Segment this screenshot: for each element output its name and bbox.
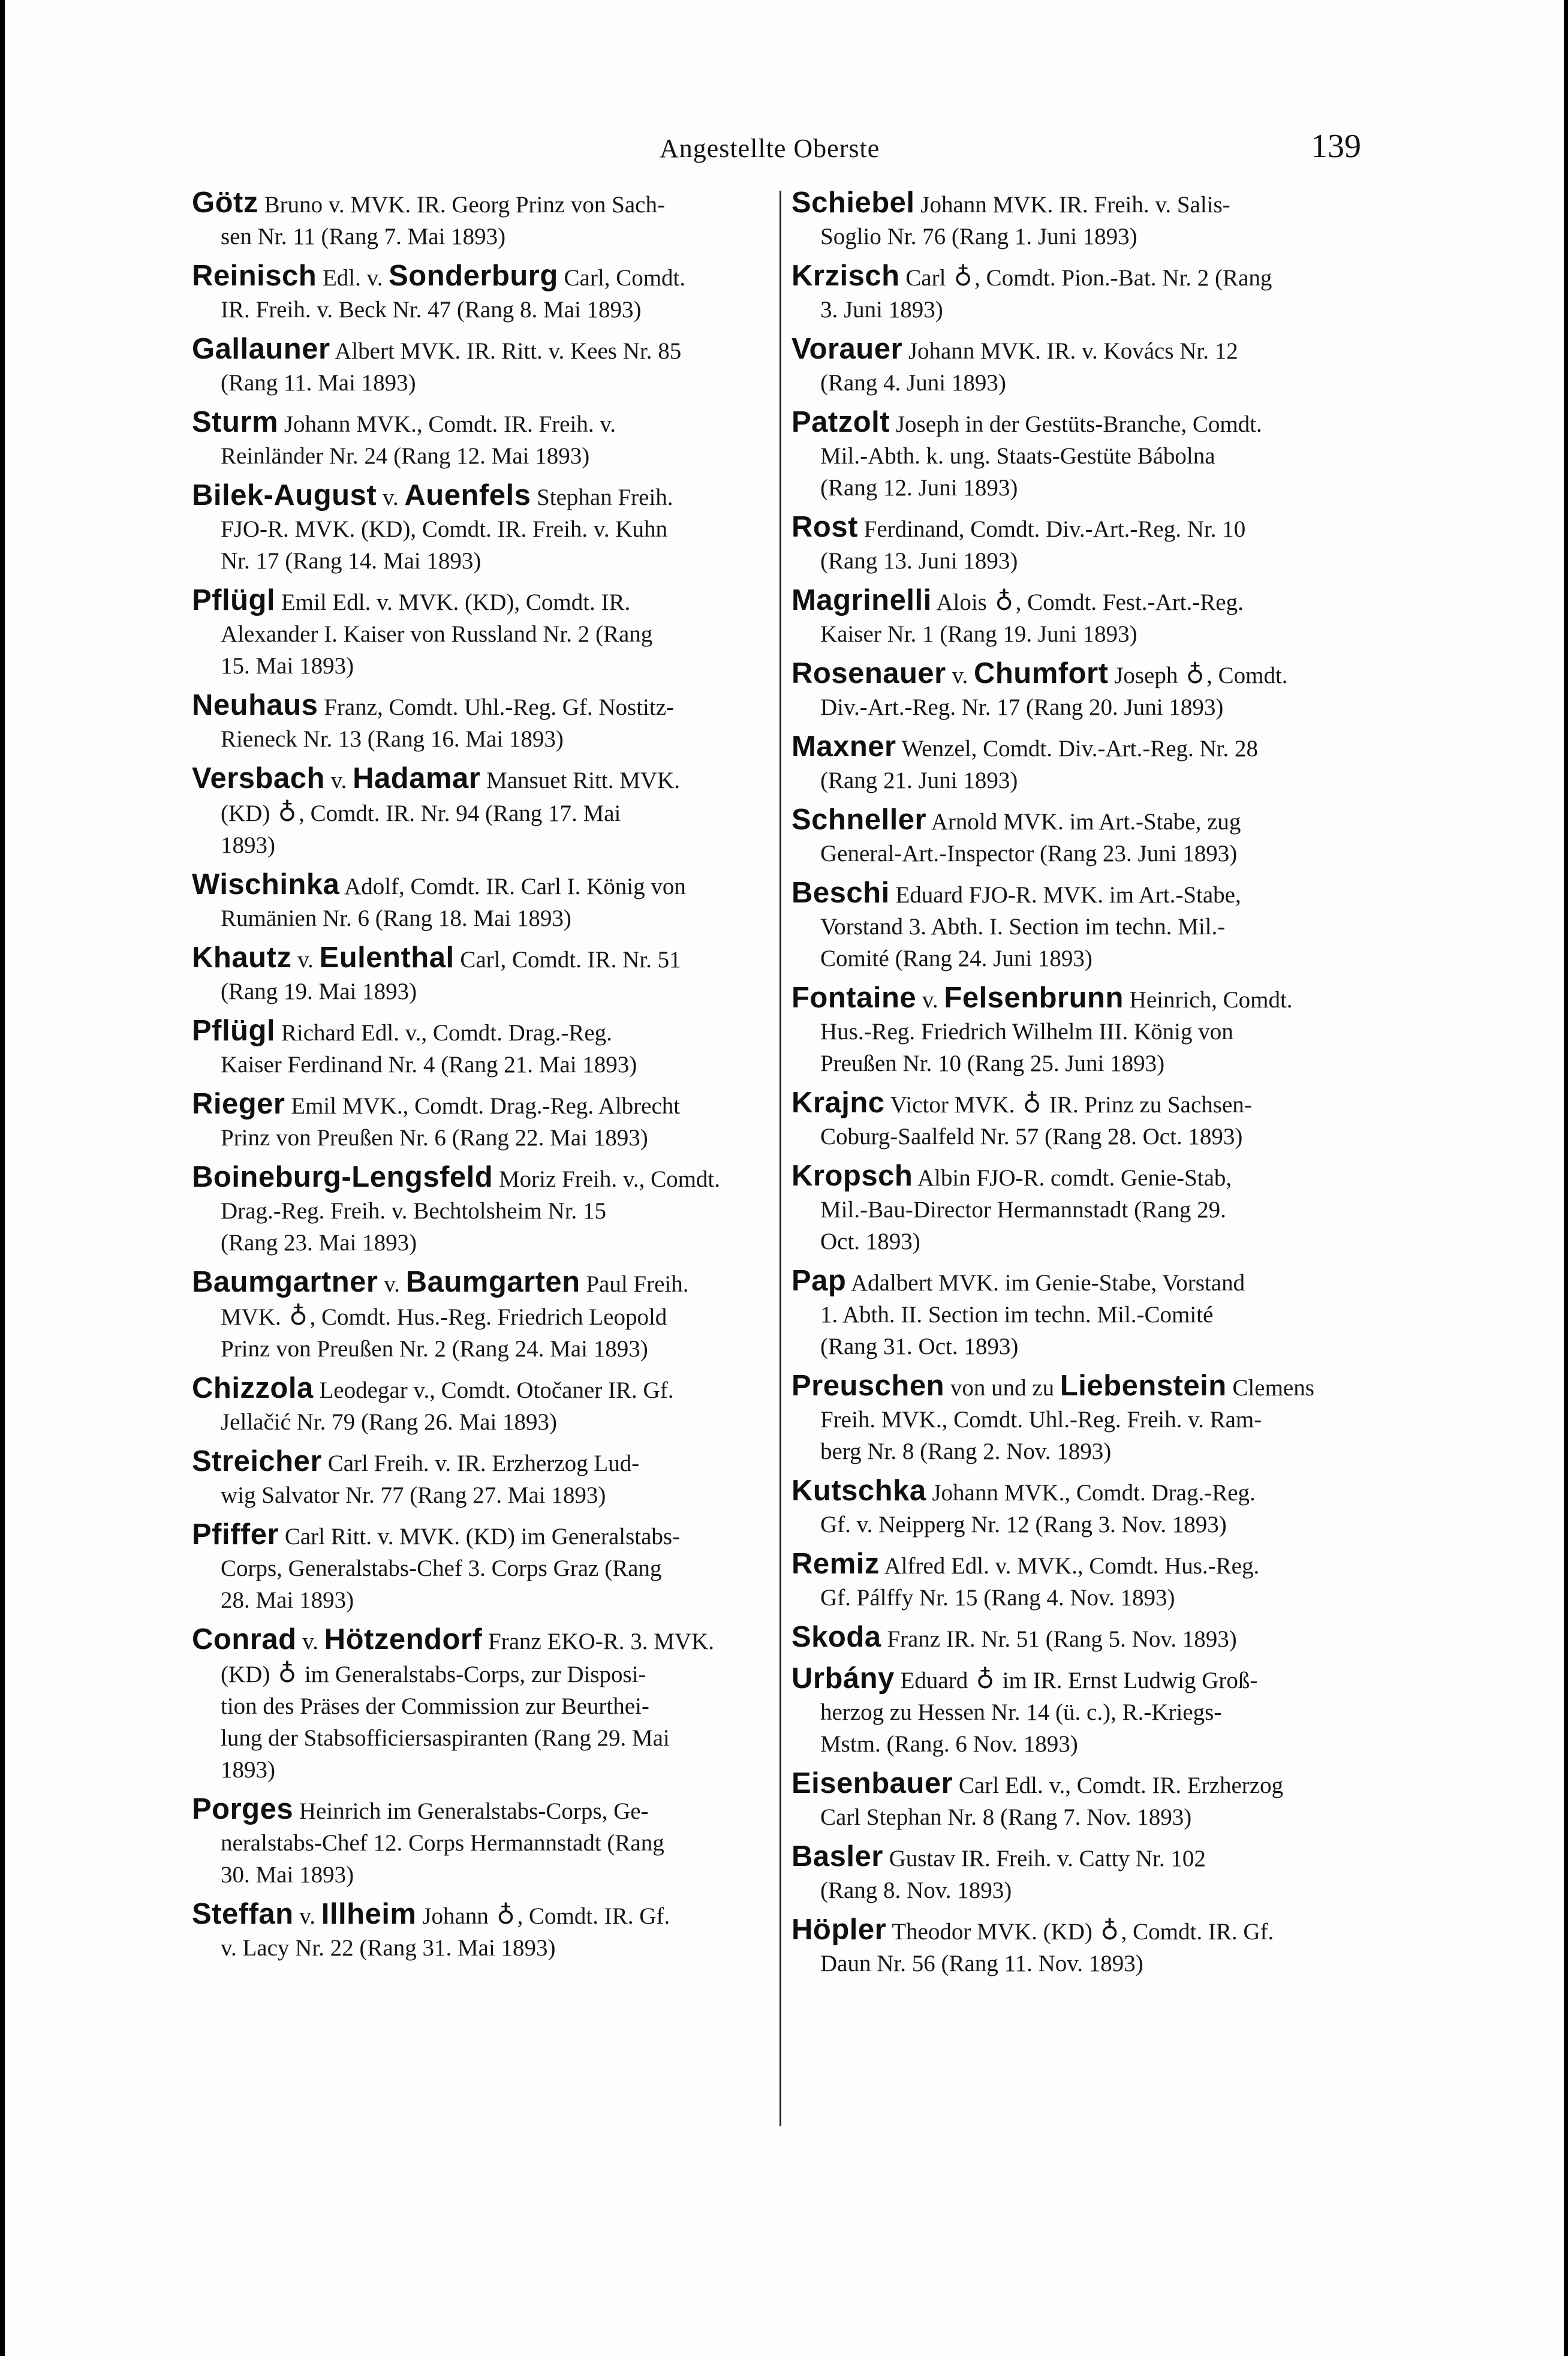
entry-name: Eisenbauer <box>791 1767 953 1800</box>
entry-name: Versbach <box>192 762 325 795</box>
entry-name: Pflügl <box>192 1015 276 1047</box>
page-header <box>5 128 1564 175</box>
list-item: Conrad v. Hötzendorf Franz EKO-R. 3. MVK. (KD) ♁ im Generalstabs-Corps, zur Disposi- tion des Präses der Commission zur Beurthei- lung der Stabsofficiersaspiranten (Rang 29. Mai 1893) <box>192 1623 715 1783</box>
decoration-glyph-icon: ♁ <box>278 798 297 827</box>
entry-name: Basler <box>791 1840 883 1873</box>
list-item: Fontaine v. Felsenbrunn Heinrich, Comdt. Hus.-Reg. Friedrich Wilhelm III. König von Preußen Nr. 10 (Rang 25. Juni 1893) <box>791 982 1293 1076</box>
entry-name-secondary: Hötzendorf <box>324 1623 483 1656</box>
entry-name-secondary: Chumfort <box>973 657 1109 690</box>
list-item: Bilek-August v. Auenfels Stephan Freih. FJO-R. MVK. (KD), Comdt. IR. Freih. v. Kuhn Nr. 17 (Rang 14. Mai 1893) <box>192 479 673 574</box>
entry-name: Khautz <box>192 941 292 974</box>
list-item: Kropsch Albin FJO-R. comdt. Genie-Stab, Mil.-Bau-Director Hermannstadt (Rang 29. Oct. 1893) <box>791 1160 1232 1254</box>
entry-name: Reinisch <box>192 260 317 292</box>
entry-name: Bilek-August <box>192 479 377 511</box>
entry-name-secondary: Hadamar <box>353 762 481 795</box>
list-item: Pfiffer Carl Ritt. v. MVK. (KD) im Generalstabs- Corps, Generalstabs-Chef 3. Corps Graz (Rang 28. Mai 1893) <box>192 1518 681 1613</box>
list-item: Urbány Eduard ♁ im IR. Ernst Ludwig Groß- herzog zu Hessen Nr. 14 (ü. c.), R.-Kriegs- Mstm. (Rang. 6 Nov. 1893) <box>791 1662 1258 1757</box>
list-item: Boineburg-Lengsfeld Moriz Freih. v., Comdt. Drag.-Reg. Freih. v. Bechtolsheim Nr. 15 (Rang 23. Mai 1893) <box>192 1161 721 1256</box>
list-item: Sturm Johann MVK., Comdt. IR. Freih. v. Reinländer Nr. 24 (Rang 12. Mai 1893) <box>192 406 616 469</box>
list-item: Pflügl Richard Edl. v., Comdt. Drag.-Reg. Kaiser Ferdinand Nr. 4 (Rang 21. Mai 1893) <box>192 1015 637 1078</box>
list-item: Vorauer Johann MVK. IR. v. Kovács Nr. 12 (Rang 4. Juni 1893) <box>791 333 1238 396</box>
entry-name: Fontaine <box>791 982 917 1014</box>
list-item: Gallauner Albert MVK. IR. Ritt. v. Kees Nr. 85 (Rang 11. Mai 1893) <box>192 333 682 396</box>
entry-name: Pfiffer <box>192 1518 279 1551</box>
decoration-glyph-icon: ♁ <box>1185 660 1205 689</box>
entry-name: Rost <box>791 511 858 543</box>
entry-name: Beschi <box>791 877 890 909</box>
entry-name-secondary: Liebenstein <box>1060 1370 1227 1402</box>
entry-name: Höpler <box>791 1913 887 1946</box>
entry-name: Patzolt <box>791 406 890 438</box>
entry-name: Schneller <box>791 804 927 836</box>
list-item: Maxner Wenzel, Comdt. Div.-Art.-Reg. Nr. 28 (Rang 21. Juni 1893) <box>791 730 1259 793</box>
left-column <box>192 187 774 1972</box>
list-item: Krzisch Carl ♁, Comdt. Pion.-Bat. Nr. 2 (Rang 3. Juni 1893) <box>791 260 1272 323</box>
list-item: Höpler Theodor MVK. (KD) ♁, Comdt. IR. Gf. Daun Nr. 56 (Rang 11. Nov. 1893) <box>791 1913 1274 1976</box>
list-item: Remiz Alfred Edl. v. MVK., Comdt. Hus.-Reg. Gf. Pálffy Nr. 15 (Rang 4. Nov. 1893) <box>791 1548 1260 1611</box>
list-item: Baumgartner v. Baumgarten Paul Freih. MVK. ♁, Comdt. Hus.-Reg. Friedrich Leopold Prinz von Preußen Nr. 2 (Rang 24. Mai 1893) <box>192 1266 689 1362</box>
entry-name: Porges <box>192 1793 294 1825</box>
entry-name: Sturm <box>192 406 279 438</box>
list-item: Versbach v. Hadamar Mansuet Ritt. MVK. (KD) ♁, Comdt. IR. Nr. 94 (Rang 17. Mai 1893) <box>192 762 680 858</box>
entry-name: Kropsch <box>791 1160 913 1192</box>
entry-name-secondary: Auenfels <box>404 479 531 511</box>
entry-name: Neuhaus <box>192 689 318 721</box>
list-item: Skoda Franz IR. Nr. 51 (Rang 5. Nov. 1893) <box>791 1621 1237 1653</box>
list-item: Beschi Eduard FJO-R. MVK. im Art.-Stabe, Vorstand 3. Abth. I. Section im techn. Mil.- Comité (Rang 24. Juni 1893) <box>791 877 1241 971</box>
list-item: Krajnc Victor MVK. ♁ IR. Prinz zu Sachsen- Coburg-Saalfeld Nr. 57 (Rang 28. Oct. 1893) <box>791 1087 1252 1150</box>
entry-name: Kutschka <box>791 1475 926 1507</box>
entry-name: Krajnc <box>791 1087 885 1119</box>
entry-name: Krzisch <box>791 260 900 292</box>
decoration-glyph-icon: ♁ <box>496 1900 515 1930</box>
entry-name: Urbány <box>791 1662 895 1695</box>
entry-name: Streicher <box>192 1445 322 1478</box>
entry-name: Conrad <box>192 1623 297 1656</box>
entry-name-secondary: Felsenbrunn <box>944 982 1124 1014</box>
entry-name: Preuschen <box>791 1370 945 1402</box>
list-item: Götz Bruno v. MVK. IR. Georg Prinz von Sach- sen Nr. 11 (Rang 7. Mai 1893) <box>192 186 665 249</box>
list-item: Neuhaus Franz, Comdt. Uhl.-Reg. Gf. Nostitz- Rieneck Nr. 13 (Rang 16. Mai 1893) <box>192 689 675 752</box>
list-item: Eisenbauer Carl Edl. v., Comdt. IR. Erzherzog Carl Stephan Nr. 8 (Rang 7. Nov. 1893) <box>791 1767 1284 1830</box>
running-title: Angestellte Oberste <box>660 134 880 163</box>
entry-name: Chizzola <box>192 1372 314 1404</box>
entry-name: Gallauner <box>192 333 330 365</box>
column-divider <box>780 191 781 2126</box>
entry-name: Skoda <box>791 1621 881 1653</box>
list-item: Reinisch Edl. v. Sonderburg Carl, Comdt. IR. Freih. v. Beck Nr. 47 (Rang 8. Mai 1893) <box>192 260 686 323</box>
entry-name: Pap <box>791 1265 847 1297</box>
decoration-glyph-icon: ♁ <box>289 1301 308 1331</box>
list-item: Chizzola Leodegar v., Comdt. Otočaner IR. Gf. Jellačić Nr. 79 (Rang 26. Mai 1893) <box>192 1372 674 1435</box>
entry-name: Rieger <box>192 1088 285 1120</box>
entry-name: Maxner <box>791 730 896 763</box>
list-item: Preuschen von und zu Liebenstein Clemens Freih. MVK., Comdt. Uhl.-Reg. Freih. v. Ram- berg Nr. 8 (Rang 2. Nov. 1893) <box>791 1370 1314 1464</box>
entry-name: Pflügl <box>192 584 276 616</box>
decoration-glyph-icon: ♁ <box>995 586 1013 616</box>
entry-name: Remiz <box>791 1548 880 1580</box>
decoration-glyph-icon: ♁ <box>976 1665 995 1694</box>
list-item: Schneller Arnold MVK. im Art.-Stabe, zug General-Art.-Inspector (Rang 23. Juni 1893) <box>791 804 1241 866</box>
entry-name: Schiebel <box>791 186 915 219</box>
list-item: Streicher Carl Freih. v. IR. Erzherzog Lud- wig Salvator Nr. 77 (Rang 27. Mai 1893) <box>192 1445 640 1508</box>
decoration-glyph-icon: ♁ <box>953 262 973 291</box>
list-item: Magrinelli Alois ♁, Comdt. Fest.-Art.-Reg. Kaiser Nr. 1 (Rang 19. Juni 1893) <box>791 584 1244 647</box>
entry-name: Wischinka <box>192 868 340 901</box>
entry-name: Götz <box>192 186 258 219</box>
list-item: Rieger Emil MVK., Comdt. Drag.-Reg. Albrecht Prinz von Preußen Nr. 6 (Rang 22. Mai 1893) <box>192 1088 681 1151</box>
page-number: 139 <box>1311 128 1361 165</box>
list-item: Khautz v. Eulenthal Carl, Comdt. IR. Nr. 51 (Rang 19. Mai 1893) <box>192 941 681 1004</box>
entry-name: Magrinelli <box>791 584 932 616</box>
right-column <box>791 187 1394 1987</box>
list-item: Wischinka Adolf, Comdt. IR. Carl I. König von Rumänien Nr. 6 (Rang 18. Mai 1893) <box>192 868 686 931</box>
list-item: Basler Gustav IR. Freih. v. Catty Nr. 102 (Rang 8. Nov. 1893) <box>791 1840 1206 1903</box>
decoration-glyph-icon: ♁ <box>278 1659 297 1688</box>
list-item: Pap Adalbert MVK. im Genie-Stabe, Vorstand 1. Abth. II. Section im techn. Mil.-Comité (Rang 31. Oct. 1893) <box>791 1265 1245 1359</box>
entry-name-secondary: Illheim <box>321 1898 417 1930</box>
decoration-glyph-icon: ♁ <box>1100 1916 1119 1945</box>
decoration-glyph-icon: ♁ <box>1022 1089 1042 1118</box>
list-item: Porges Heinrich im Generalstabs-Corps, Ge- neralstabs-Chef 12. Corps Hermannstadt (Rang 30. Mai 1893) <box>192 1793 664 1888</box>
entry-name: Baumgartner <box>192 1266 378 1298</box>
list-item: Patzolt Joseph in der Gestüts-Branche, Comdt. Mil.-Abth. k. ung. Staats-Gestüte Bábolna (Rang 12. Juni 1893) <box>791 406 1262 501</box>
book-page <box>5 0 1564 2356</box>
entry-name: Boineburg-Lengsfeld <box>192 1161 493 1193</box>
list-item: Rost Ferdinand, Comdt. Div.-Art.-Reg. Nr. 10 (Rang 13. Juni 1893) <box>791 511 1246 574</box>
entry-name: Vorauer <box>791 333 903 365</box>
entry-name-secondary: Sonderburg <box>389 260 558 292</box>
list-item: Rosenauer v. Chumfort Joseph ♁, Comdt. Div.-Art.-Reg. Nr. 17 (Rang 20. Juni 1893) <box>791 657 1288 720</box>
list-item: Kutschka Johann MVK., Comdt. Drag.-Reg. Gf. v. Neipperg Nr. 12 (Rang 3. Nov. 1893) <box>791 1475 1256 1537</box>
entry-name-secondary: Eulenthal <box>319 941 455 974</box>
entry-name: Rosenauer <box>791 657 946 690</box>
entry-name-secondary: Baumgarten <box>405 1266 580 1298</box>
list-item: Steffan v. Illheim Johann ♁, Comdt. IR. Gf. v. Lacy Nr. 22 (Rang 31. Mai 1893) <box>192 1898 670 1961</box>
list-item: Pflügl Emil Edl. v. MVK. (KD), Comdt. IR. Alexander I. Kaiser von Russland Nr. 2 (Rang 15. Mai 1893) <box>192 584 653 679</box>
list-item: Schiebel Johann MVK. IR. Freih. v. Salis- Soglio Nr. 76 (Rang 1. Juni 1893) <box>791 186 1230 249</box>
entry-name: Steffan <box>192 1898 294 1930</box>
